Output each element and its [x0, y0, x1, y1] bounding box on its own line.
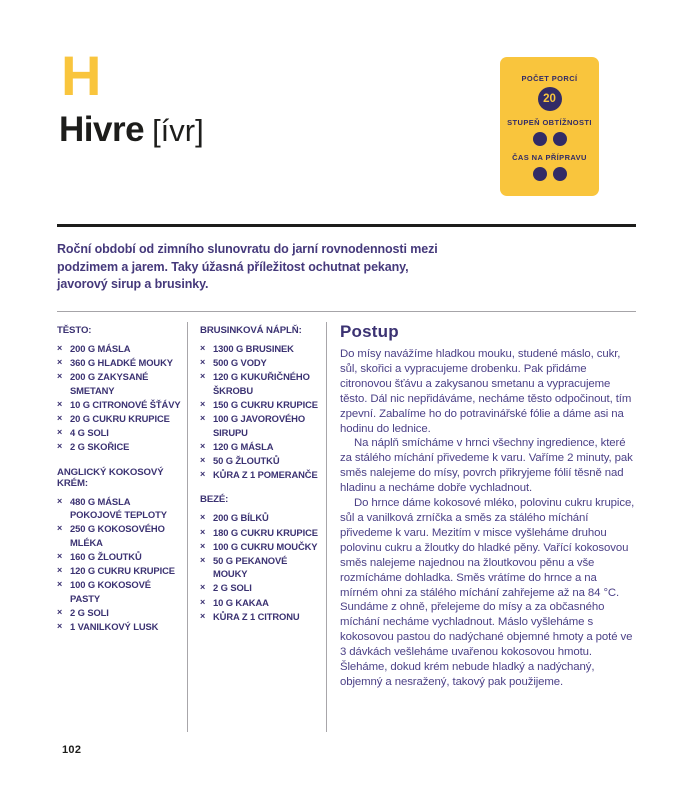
ingredient-bullet: ×: [200, 596, 206, 607]
ingredient-text: 120 G MÁSLA: [213, 440, 274, 452]
ingredient-text: 100 G CUKRU MOUČKY: [213, 540, 318, 552]
content-columns: [57, 322, 636, 732]
ingredient-text: 50 G ŽLOUTKŮ: [213, 454, 280, 466]
ingredient-section-title: ANGLICKÝ KOKOSOVÝ KRÉM:: [57, 466, 164, 489]
ingredients-column-2: [188, 322, 327, 732]
ingredient-text: 120 G KUKUŘIČNÉHO ŠKROBU: [213, 371, 310, 396]
servings-label: POČET PORCÍ: [521, 74, 578, 83]
ingredient-text: 20 G CUKRU KRUPICE: [70, 412, 170, 424]
rating-dot: [553, 167, 567, 181]
rating-dot: [533, 132, 547, 146]
ingredient-text: 4 G SOLI: [70, 427, 109, 439]
ingredient-text: 200 G MÁSLA: [70, 343, 131, 354]
ingredient-item: [57, 522, 181, 549]
ingredient-section-title: BEZÉ:: [200, 494, 229, 506]
ingredient-item: [57, 356, 181, 370]
ingredient-bullet: ×: [200, 512, 206, 523]
divider-thick: [57, 224, 636, 227]
ingredient-text: 200 G ZAKYSANÉ SMETANY: [70, 371, 149, 396]
ingredient-bullet: ×: [200, 554, 206, 565]
ingredient-item: [57, 620, 181, 634]
ingredient-item: [57, 342, 181, 356]
ingredient-item: [57, 440, 181, 454]
ingredient-bullet: ×: [57, 523, 63, 534]
ingredient-section-title: TĚSTO:: [57, 325, 92, 336]
rating-dot: [553, 132, 567, 146]
ingredient-bullet: ×: [200, 540, 206, 551]
difficulty-label: STUPEŇ OBTÍŽNOSTI: [507, 118, 592, 127]
divider-thin: [57, 311, 636, 312]
method-title: Postup: [340, 322, 399, 341]
ingredient-bullet: ×: [200, 398, 206, 409]
ingredient-item: [200, 370, 320, 397]
ingredient-text: 50 G PEKANOVÉ MOUKY: [213, 554, 288, 580]
ingredient-text: 10 G CITRONOVÉ ŠŤÁVY: [70, 398, 181, 410]
ingredient-item: [200, 440, 320, 454]
ingredient-item: [200, 398, 320, 412]
ingredient-text: 200 G BÍLKŮ: [213, 512, 269, 524]
ingredient-text: 2 G SOLI: [70, 607, 109, 618]
ingredient-bullet: ×: [57, 495, 63, 506]
ingredient-bullet: ×: [200, 371, 206, 382]
ingredient-text: 150 G CUKRU KRUPICE: [213, 398, 318, 410]
time-dots: [533, 167, 567, 181]
ingredient-bullet: ×: [57, 343, 63, 353]
ingredient-bullet: ×: [200, 468, 206, 479]
ingredient-text: KŮRA Z 1 POMERANČE: [213, 468, 318, 480]
ingredient-bullet: ×: [200, 440, 206, 451]
ingredient-item: [57, 426, 181, 440]
ingredient-item: [200, 412, 320, 439]
ingredient-item: [57, 550, 181, 564]
ingredient-item: [57, 495, 181, 522]
servings-value: 20: [543, 93, 556, 105]
ingredient-text: 10 G KAKAA: [213, 596, 269, 608]
ingredient-bullet: ×: [200, 610, 206, 621]
ingredient-item: [200, 526, 320, 540]
ingredient-item: [200, 540, 320, 554]
ingredient-text: 100 G KOKOSOVÉ PASTY: [70, 579, 151, 604]
method-paragraph: Do hrnce dáme kokosové mléko, polovinu cukru krupice, sůl a vanilková zrníčka a směs za stálého míchání přivedeme k varu. Mezitím v misce vyšleháme druhou polovinu cukru a žloutky do hladké pěny. Vařící kokosovou směs nalejeme najednou na žloutkovou pěnu a vše rozmícháme dohladka. Směs vrátíme do hrnce a na mírném ohni za stálého míchání zahřejeme až na 84 °C. Sundáme z ohně, přelejeme do mísy a za občasného míchání necháme vychladnout. Máslo vyšleháme s kokosovou pastou do nadýchané objemné hmoty a poté ve 3 dávkách vešleháme uvařenou kokosovou hmotu. Šleháme, dokud krém nebude hladký a nadýchaný, objemný a nesražený, takový pak použijeme.: [340, 497, 635, 688]
ingredient-bullet: ×: [57, 371, 63, 382]
page-number: 102: [62, 744, 82, 756]
ingredient-bullet: ×: [200, 454, 206, 465]
ingredient-bullet: ×: [57, 565, 63, 576]
recipe-info-box: [500, 57, 599, 196]
ingredient-item: [200, 454, 320, 468]
ingredient-item: [57, 412, 181, 426]
page-title: [59, 110, 204, 150]
ingredient-text: 1300 G BRUSINEK: [213, 343, 294, 354]
ingredient-item: [200, 596, 320, 610]
ingredient-text: 180 G CUKRU KRUPICE: [213, 526, 318, 538]
ingredient-item: [57, 370, 181, 397]
difficulty-dots: [533, 132, 567, 146]
ingredient-text: 480 G MÁSLA POKOJOVÉ TEPLOTY: [70, 495, 167, 521]
ingredient-bullet: ×: [200, 526, 206, 537]
ingredient-bullet: ×: [57, 621, 63, 632]
chapter-letter: H: [61, 44, 103, 107]
intro-text: Roční období od zimního slunovratu do jarní rovnodennosti mezi podzimem a jarem. Taky úžasná příležitost ochutnat pekany, javorový sirup a brusinky.: [57, 242, 438, 291]
ingredient-text: 120 G CUKRU KRUPICE: [70, 565, 175, 577]
ingredient-section-title: BRUSINKOVÁ NÁPLŇ:: [200, 325, 302, 336]
ingredient-text: 500 G VODY: [213, 357, 267, 369]
ingredient-item: [200, 468, 320, 482]
time-label: ČAS NA PŘÍPRAVU: [512, 153, 587, 162]
method-paragraphs: [340, 347, 636, 690]
ingredient-text: 2 G SKOŘICE: [70, 441, 130, 453]
ingredient-bullet: ×: [200, 357, 206, 368]
ingredient-item: [200, 511, 320, 525]
ingredient-bullet: ×: [57, 551, 63, 562]
ingredient-item: [200, 581, 320, 595]
ingredient-bullet: ×: [57, 357, 63, 368]
ingredient-text: 160 G ŽLOUTKŮ: [70, 551, 142, 563]
ingredient-bullet: ×: [200, 412, 206, 423]
ingredient-bullet: ×: [57, 607, 63, 617]
ingredient-item: [200, 356, 320, 370]
ingredient-text: 2 G SOLI: [213, 582, 252, 594]
ingredient-item: [200, 610, 320, 624]
ingredient-bullet: ×: [57, 579, 63, 590]
recipe-phonetic: [ívr]: [152, 113, 204, 148]
ingredient-bullet: ×: [57, 427, 63, 438]
servings-badge: [538, 87, 562, 111]
ingredient-bullet: ×: [200, 582, 206, 593]
ingredient-item: [57, 606, 181, 620]
ingredient-bullet: ×: [57, 441, 63, 452]
ingredient-text: 1 VANILKOVÝ LUSK: [70, 621, 159, 633]
ingredient-item: [57, 578, 181, 605]
ingredient-text: 100 G JAVOROVÉHO SIRUPU: [213, 412, 306, 438]
ingredient-item: [57, 564, 181, 578]
ingredient-item: [200, 554, 320, 581]
ingredients-column-1: [57, 322, 188, 732]
rating-dot: [533, 167, 547, 181]
method-column: [327, 322, 636, 732]
ingredient-text: 250 G KOKOSOVÉHO MLÉKA: [70, 523, 165, 549]
method-paragraph: Na náplň smícháme v hrnci všechny ingredience, které za stálého míchání přivedeme k varu. Vaříme 2 minuty, pak směs nalejeme do mísy, povrch přikryjeme fólií těsně nad hladinu a necháme dobře vychladnout.: [340, 437, 633, 495]
ingredient-bullet: ×: [200, 343, 206, 353]
ingredient-bullet: ×: [57, 412, 63, 423]
ingredient-item: [57, 398, 181, 412]
ingredient-item: [200, 342, 320, 356]
recipe-name: Hivre: [59, 110, 145, 149]
ingredient-bullet: ×: [57, 398, 63, 409]
ingredient-text: KŮRA Z 1 CITRONU: [213, 610, 300, 622]
method-paragraph: Do mísy navážíme hladkou mouku, studené máslo, cukr, sůl, skořici a vypracujeme drobenku. Pak přidáme citronovou šťávu a zakysanou smetanu a vypracujeme těsto. Dál nic nepřidáváme, necháme těsto odpočinout, tím zpevní. Zabalíme ho do potravinářské fólie a dáme asi na hodinu do lednice.: [340, 348, 632, 435]
ingredient-text: 360 G HLADKÉ MOUKY: [70, 357, 173, 369]
